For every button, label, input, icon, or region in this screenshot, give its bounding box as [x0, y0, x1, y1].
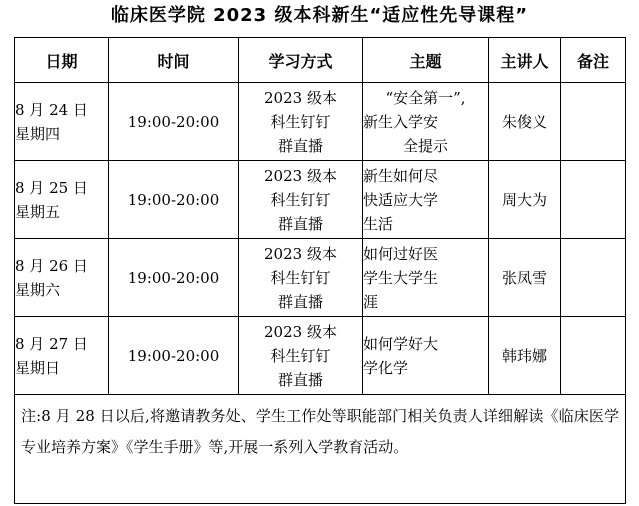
weekday-text: 星期五 — [15, 202, 61, 221]
header-time: 时间 — [109, 38, 239, 83]
document-title: 临床医学院 2023 级本科新生“适应性先导课程” — [110, 5, 529, 26]
speaker-cell: 朱俊义 — [489, 83, 561, 161]
method-line: 科生钉钉 — [270, 112, 331, 131]
theme-cell — [363, 161, 489, 239]
weekday-text: 星期六 — [15, 280, 61, 299]
remarks-cell — [561, 83, 626, 161]
theme-line: 学生大学生 — [363, 268, 439, 287]
date-text: 8 月 27 日 — [15, 334, 88, 353]
weekday-text: 星期日 — [15, 358, 61, 377]
theme-cell — [363, 83, 489, 161]
table-row — [15, 83, 626, 161]
theme-line: 学化学 — [363, 358, 409, 377]
theme-line: “安全第一”, — [385, 88, 466, 107]
theme-line: 如何过好医 — [363, 244, 439, 263]
speaker-cell: 张凤雪 — [489, 239, 561, 317]
theme-cell — [363, 317, 489, 395]
method-line: 群直播 — [277, 370, 323, 389]
remarks-cell — [561, 161, 626, 239]
method-line: 2023 级本 — [264, 166, 337, 185]
date-cell — [15, 239, 109, 317]
time-cell: 19:00-20:00 — [109, 161, 239, 239]
method-line: 群直播 — [277, 292, 323, 311]
theme-line: 如何学好大 — [363, 334, 439, 353]
speaker-cell: 周大为 — [489, 161, 561, 239]
note-row — [15, 395, 626, 504]
method-line: 科生钉钉 — [270, 268, 331, 287]
theme-cell — [363, 239, 489, 317]
time-cell: 19:00-20:00 — [109, 83, 239, 161]
header-theme: 主题 — [363, 38, 489, 83]
speaker-cell: 韩玮娜 — [489, 317, 561, 395]
method-cell — [239, 83, 363, 161]
header-remarks: 备注 — [561, 38, 626, 83]
weekday-text: 星期四 — [15, 124, 61, 143]
table-note: 注:8 月 28 日以后,将邀请教务处、学生工作处等职能部门相关负责人详细解读《临床医学专业培养方案》《学生手册》等,开展一系列入学教育活动。 — [15, 395, 626, 504]
date-cell — [15, 161, 109, 239]
method-line: 科生钉钉 — [270, 346, 331, 365]
table-row — [15, 239, 626, 317]
date-cell — [15, 317, 109, 395]
date-text: 8 月 26 日 — [15, 256, 88, 275]
header-date: 日期 — [15, 38, 109, 83]
table-row — [15, 317, 626, 395]
time-cell: 19:00-20:00 — [109, 317, 239, 395]
remarks-cell — [561, 317, 626, 395]
remarks-cell — [561, 239, 626, 317]
theme-line: 全提示 — [402, 136, 448, 155]
header-speaker: 主讲人 — [489, 38, 561, 83]
method-line: 科生钉钉 — [270, 190, 331, 209]
method-line: 2023 级本 — [264, 322, 337, 341]
theme-line: 涯 — [363, 292, 379, 311]
method-line: 2023 级本 — [264, 88, 337, 107]
method-cell — [239, 317, 363, 395]
method-line: 群直播 — [277, 214, 323, 233]
method-line: 群直播 — [277, 136, 323, 155]
header-method: 学习方式 — [239, 38, 363, 83]
theme-line: 新生如何尽 — [363, 166, 439, 185]
theme-line: 快适应大学 — [363, 190, 439, 209]
method-cell — [239, 239, 363, 317]
date-text: 8 月 25 日 — [15, 178, 88, 197]
theme-line: 新生入学安 — [363, 112, 439, 131]
method-cell — [239, 161, 363, 239]
date-text: 8 月 24 日 — [15, 100, 88, 119]
schedule-table — [14, 37, 626, 504]
table-header-row — [15, 38, 626, 83]
table-row — [15, 161, 626, 239]
time-cell: 19:00-20:00 — [109, 239, 239, 317]
date-cell — [15, 83, 109, 161]
method-line: 2023 级本 — [264, 244, 337, 263]
theme-line: 生活 — [363, 214, 394, 233]
